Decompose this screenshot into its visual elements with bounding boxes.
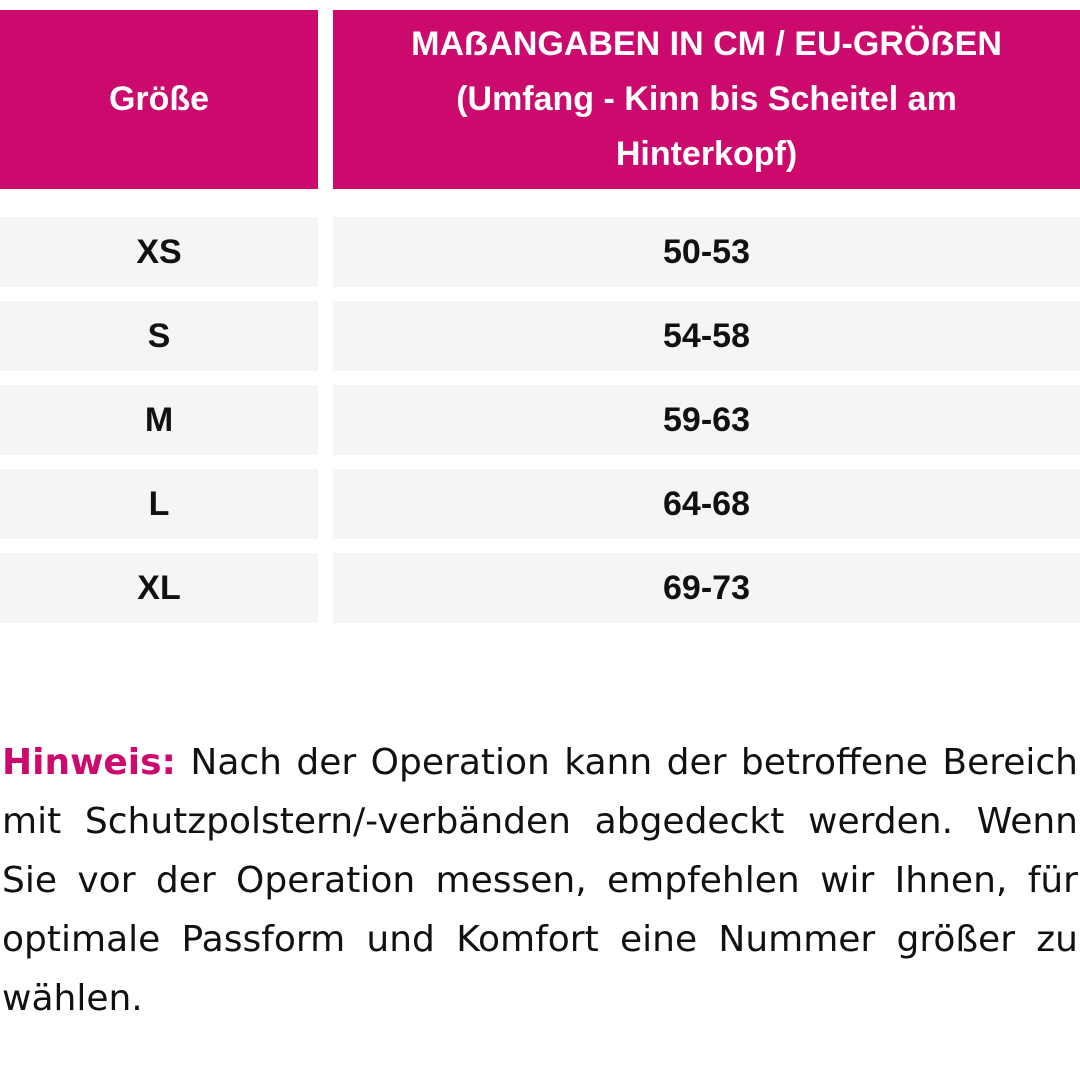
- table-row: [0, 469, 1080, 539]
- size-table: [0, 10, 1080, 623]
- range-cell: 50-53: [333, 217, 1080, 287]
- header-size: Größe: [0, 10, 318, 189]
- table-row: [0, 301, 1080, 371]
- size-cell: XL: [0, 553, 318, 623]
- header-measurements: MAẞANGABEN IN CM / EU-GRÖẞEN (Umfang - Kinn bis Scheitel am Hinterkopf): [333, 10, 1080, 189]
- table-row: [0, 553, 1080, 623]
- table-row: [0, 385, 1080, 455]
- note-label: Hinweis:: [2, 742, 176, 783]
- range-cell: 54-58: [333, 301, 1080, 371]
- size-cell: XS: [0, 217, 318, 287]
- note-text: Nach der Operation kann der betroffene Bereich mit Schutzpolstern/-verbänden abgedeckt werden. Wenn Sie vor der Operation messen, empfehlen wir Ihnen, für optimale Passform und Komfort eine Nummer größer zu wählen.: [2, 742, 1078, 1019]
- table-header-row: [0, 10, 1080, 189]
- range-cell: 59-63: [333, 385, 1080, 455]
- table-row: [0, 217, 1080, 287]
- range-cell: 69-73: [333, 553, 1080, 623]
- range-cell: 64-68: [333, 469, 1080, 539]
- size-cell: S: [0, 301, 318, 371]
- note-paragraph: [2, 733, 1078, 1028]
- size-cell: M: [0, 385, 318, 455]
- size-cell: L: [0, 469, 318, 539]
